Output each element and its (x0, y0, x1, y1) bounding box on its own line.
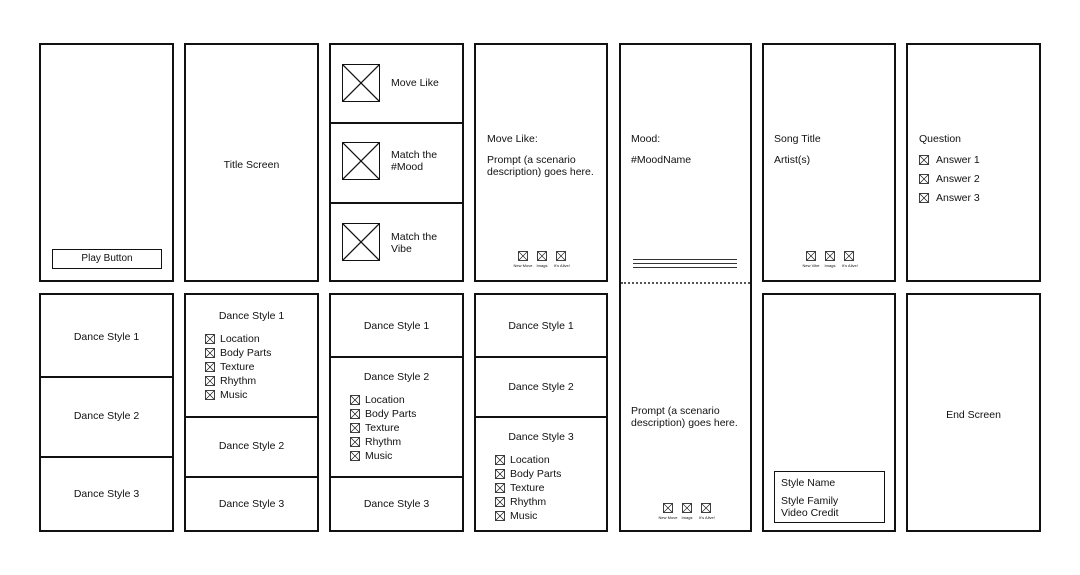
attribute-checkbox-icon[interactable] (350, 437, 360, 447)
mood-heading: Mood: (631, 133, 661, 145)
answer-label[interactable]: Answer 2 (936, 173, 980, 185)
mood-name: #MoodName (631, 154, 692, 166)
dance-style-item[interactable]: Dance Style 3 (363, 498, 430, 510)
attribute-checkbox-icon[interactable] (495, 483, 505, 493)
line-placeholder (633, 267, 737, 268)
style-family: Style Family (781, 495, 839, 507)
attribute-checkbox-icon[interactable] (350, 423, 360, 433)
attribute-checkbox-icon[interactable] (205, 390, 215, 400)
style-info-box (774, 471, 885, 523)
attribute-label[interactable]: Music (365, 450, 393, 462)
video-credit: Video Credit (781, 507, 839, 519)
answer-checkbox-icon[interactable] (919, 193, 929, 203)
dance-style-item[interactable]: Dance Style 3 (508, 431, 574, 443)
wireframe-title-screen (184, 43, 319, 282)
prompt-text: Prompt (a scenario description) goes here. (631, 405, 738, 429)
divider (41, 456, 172, 458)
its-alive-label: It's Alive! (699, 515, 715, 520)
attribute-checkbox-icon[interactable] (205, 334, 215, 344)
wireframe-style-info (762, 293, 896, 532)
attribute-label[interactable]: Body Parts (510, 468, 562, 480)
dance-style-item[interactable]: Dance Style 1 (508, 320, 574, 332)
dance-style-item[interactable]: Dance Style 1 (218, 310, 285, 322)
new-vibe-label: New Vibe (802, 263, 820, 268)
image-placeholder-icon[interactable] (342, 223, 380, 261)
wireframe-dance-style-1-expanded (184, 293, 319, 532)
new-move-icon[interactable] (663, 503, 673, 513)
imags-label: Imags (681, 515, 693, 520)
wireframe-move-like-prompt (474, 43, 608, 282)
style-name: Style Name (781, 477, 836, 489)
divider (186, 416, 317, 418)
answer-checkbox-icon[interactable] (919, 174, 929, 184)
wireframe-song-vibe (762, 43, 896, 282)
line-placeholder (633, 263, 737, 264)
imags-label: Imags (536, 263, 548, 268)
attribute-checkbox-icon[interactable] (495, 497, 505, 507)
attribute-label[interactable]: Texture (220, 361, 255, 373)
dance-style-item[interactable]: Dance Style 1 (363, 320, 430, 332)
attribute-checkbox-icon[interactable] (350, 395, 360, 405)
imags-icon[interactable] (537, 251, 547, 261)
answer-label[interactable]: Answer 3 (936, 192, 980, 204)
attribute-label[interactable]: Music (220, 389, 248, 401)
dance-style-item[interactable]: Dance Style 1 (73, 331, 140, 343)
attribute-label[interactable]: Location (510, 454, 550, 466)
divider (476, 416, 606, 418)
attribute-checkbox-icon[interactable] (495, 469, 505, 479)
dance-style-item[interactable]: Dance Style 3 (73, 488, 140, 500)
its-alive-label: It's Alive! (842, 263, 858, 268)
artists: Artist(s) (774, 154, 811, 166)
new-move-icon[interactable] (518, 251, 528, 261)
move-like-heading: Move Like: (487, 133, 538, 145)
divider (476, 356, 606, 358)
divider (186, 476, 317, 478)
attribute-checkbox-icon[interactable] (205, 348, 215, 358)
dance-style-item[interactable]: Dance Style 2 (363, 371, 430, 383)
wireframe-dance-style-2-expanded (329, 293, 464, 532)
attribute-label[interactable]: Body Parts (365, 408, 417, 420)
attribute-label[interactable]: Texture (510, 482, 545, 494)
image-placeholder-icon[interactable] (342, 142, 380, 180)
new-move-label: New Move (513, 263, 533, 268)
title-screen-label: Title Screen (223, 159, 280, 171)
answer-checkbox-icon[interactable] (919, 155, 929, 165)
image-placeholder-icon[interactable] (342, 64, 380, 102)
wireframe-end-screen (906, 293, 1041, 532)
imags-icon[interactable] (825, 251, 835, 261)
mode-move-like-label[interactable]: Move Like (391, 77, 439, 89)
attribute-label[interactable]: Rhythm (510, 496, 547, 508)
attribute-label[interactable]: Texture (365, 422, 400, 434)
dance-style-item[interactable]: Dance Style 2 (508, 381, 574, 393)
divider (331, 122, 462, 124)
line-placeholder (633, 259, 737, 260)
attribute-label[interactable]: Location (365, 394, 405, 406)
play-button[interactable]: Play Button (52, 249, 162, 269)
answer-label[interactable]: Answer 1 (936, 154, 980, 166)
mode-match-vibe-label[interactable]: Match the Vibe (391, 231, 438, 255)
attribute-checkbox-icon[interactable] (350, 409, 360, 419)
attribute-checkbox-icon[interactable] (495, 511, 505, 521)
dance-style-item[interactable]: Dance Style 2 (218, 440, 285, 452)
attribute-label[interactable]: Rhythm (365, 436, 402, 448)
attribute-checkbox-icon[interactable] (205, 362, 215, 372)
attribute-checkbox-icon[interactable] (205, 376, 215, 386)
divider (41, 376, 172, 378)
new-move-label: New Move (658, 515, 678, 520)
wireframe-dance-style-3-expanded (474, 293, 608, 532)
its-alive-icon[interactable] (701, 503, 711, 513)
attribute-checkbox-icon[interactable] (495, 455, 505, 465)
question-text: Question (919, 133, 962, 145)
divider (331, 202, 462, 204)
wireframe-mood-prompt (619, 43, 752, 532)
divider (331, 356, 462, 358)
wireframe-quiz (906, 43, 1041, 282)
wireframe-start-screen (39, 43, 174, 282)
dance-style-item[interactable]: Dance Style 2 (73, 410, 140, 422)
attribute-label[interactable]: Body Parts (220, 347, 272, 359)
mode-match-mood-label[interactable]: Match the #Mood (391, 149, 438, 173)
attribute-checkbox-icon[interactable] (350, 451, 360, 461)
dance-style-item[interactable]: Dance Style 3 (218, 498, 285, 510)
prompt-text: Prompt (a scenario description) goes here. (487, 154, 594, 178)
attribute-label[interactable]: Rhythm (220, 375, 257, 387)
end-screen-label: End Screen (946, 409, 1001, 421)
attribute-label[interactable]: Location (220, 333, 260, 345)
attribute-label[interactable]: Music (510, 510, 538, 522)
imags-label: Imags (824, 263, 836, 268)
its-alive-icon[interactable] (844, 251, 854, 261)
wireframe-dance-styles-collapsed (39, 293, 174, 532)
fold-divider (621, 282, 750, 284)
new-vibe-icon[interactable] (806, 251, 816, 261)
its-alive-label: It's Alive! (554, 263, 570, 268)
wireframe-game-mode-menu (329, 43, 464, 282)
divider (331, 476, 462, 478)
its-alive-icon[interactable] (556, 251, 566, 261)
song-title: Song Title (774, 133, 821, 145)
imags-icon[interactable] (682, 503, 692, 513)
